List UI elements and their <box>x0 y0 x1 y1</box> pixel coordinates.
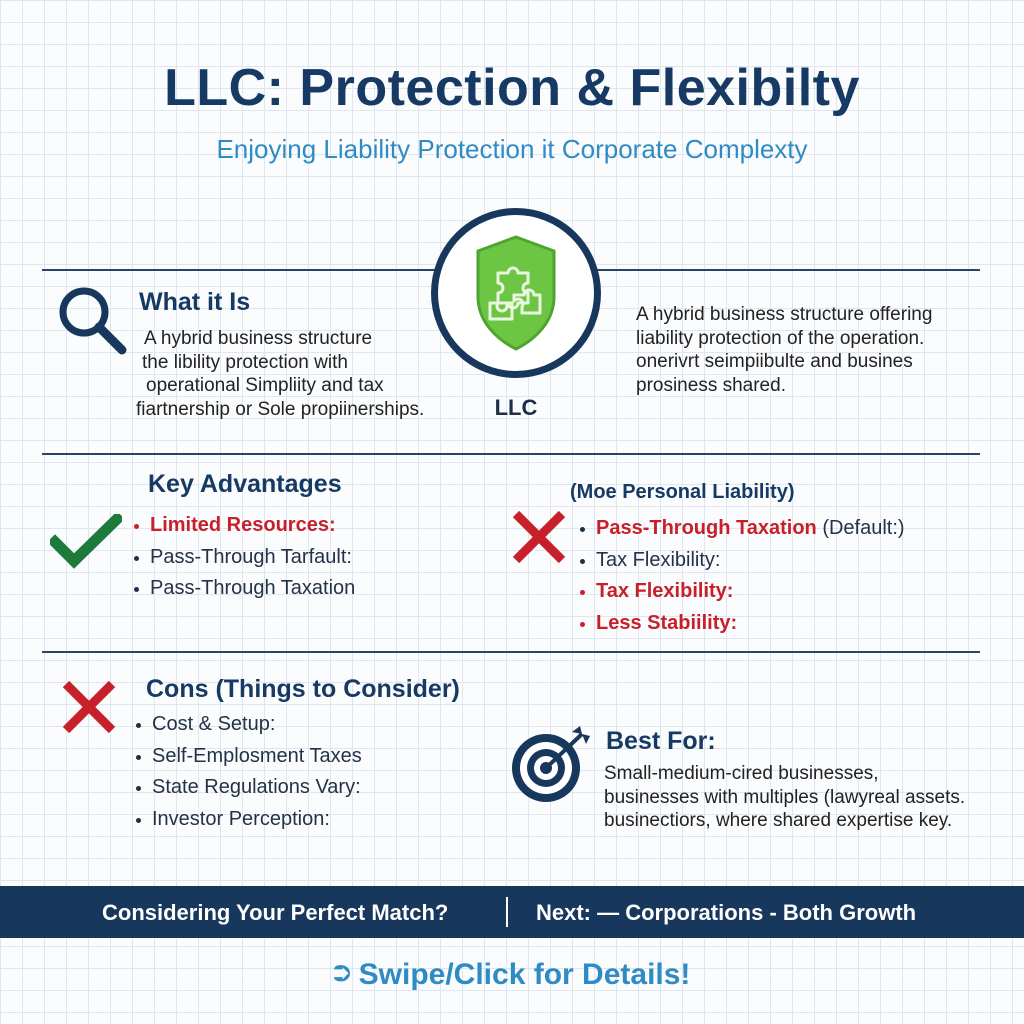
magnifier-icon <box>56 284 128 356</box>
footer-divider <box>506 897 508 927</box>
what-line: A hybrid business structure offering <box>636 304 933 325</box>
list-item: Limited Resources: <box>132 510 355 542</box>
best-for-heading: Best For: <box>606 727 716 755</box>
footer-question: Considering Your Perfect Match? <box>102 900 449 925</box>
list-item-rest: (Default:) <box>816 517 905 539</box>
what-line: fiartnership or Sole propiinerships. <box>136 398 425 420</box>
list-item: Cost & Setup: <box>134 709 362 741</box>
what-line: liability protection of the operation. <box>636 327 925 349</box>
best-line: businesses with multiples (lawyreal assets. <box>604 786 966 808</box>
advantages-list <box>132 510 355 605</box>
llc-label: LLC <box>494 395 538 420</box>
what-it-is-right-text <box>636 303 932 397</box>
what-line: prosiness shared. <box>636 374 786 396</box>
list-item: State Regulations Vary: <box>134 772 362 804</box>
what-line: operational Simpliity and tax <box>146 375 384 396</box>
what-line: A hybrid business structure <box>144 328 373 349</box>
page-subtitle: Enjoying Liability Protection it Corporate Complexty <box>216 134 808 164</box>
target-icon <box>508 722 594 808</box>
arrow-icon: ⮊ <box>333 961 351 986</box>
cons-heading: Cons (Things to Consider) <box>146 675 460 703</box>
what-line: onerivrt seimpiibulte and busines <box>636 351 913 372</box>
cross-icon <box>60 678 118 736</box>
list-item-bold: Pass-Through Taxation <box>596 517 817 539</box>
divider-top-left <box>42 269 436 271</box>
list-item: Pass-Through Tarfault: <box>132 542 355 574</box>
cross-icon <box>510 508 568 566</box>
list-item: Tax Flexibility: <box>578 576 905 608</box>
list-item: Pass-Through Taxation <box>132 573 355 605</box>
divider-mid <box>42 453 980 455</box>
liability-list <box>578 513 905 639</box>
advantages-heading: Key Advantages <box>148 470 342 498</box>
page-title: LLC: Protection & Flexibilty <box>164 59 860 117</box>
shield-puzzle-icon <box>438 215 594 371</box>
what-it-is-left-text <box>138 327 424 421</box>
cons-list <box>134 709 362 835</box>
swipe-cta-label: Swipe/Click for Details! <box>358 958 691 991</box>
list-item <box>578 513 905 545</box>
what-it-is-heading: What it Is <box>139 288 251 316</box>
best-for-text <box>604 762 965 833</box>
divider-lower <box>42 651 980 653</box>
list-item: Tax Flexibility: <box>578 545 905 577</box>
what-line: the libility protection with <box>142 351 348 373</box>
list-item: Less Stabiility: <box>578 608 905 640</box>
next-link[interactable]: Next: — Corporations - Both Growth <box>536 900 917 925</box>
checkmark-icon <box>50 514 122 570</box>
swipe-cta[interactable] <box>0 958 1024 992</box>
best-line: Small-medium-cired businesses, <box>604 763 879 784</box>
divider-top-right <box>596 269 980 271</box>
best-line: businectiors, where shared expertise key. <box>604 810 953 831</box>
liability-heading: (Moe Personal Liability) <box>570 481 795 503</box>
list-item: Investor Perception: <box>134 804 362 836</box>
list-item: Self-Emplosment Taxes <box>134 741 362 773</box>
llc-emblem <box>431 208 601 378</box>
